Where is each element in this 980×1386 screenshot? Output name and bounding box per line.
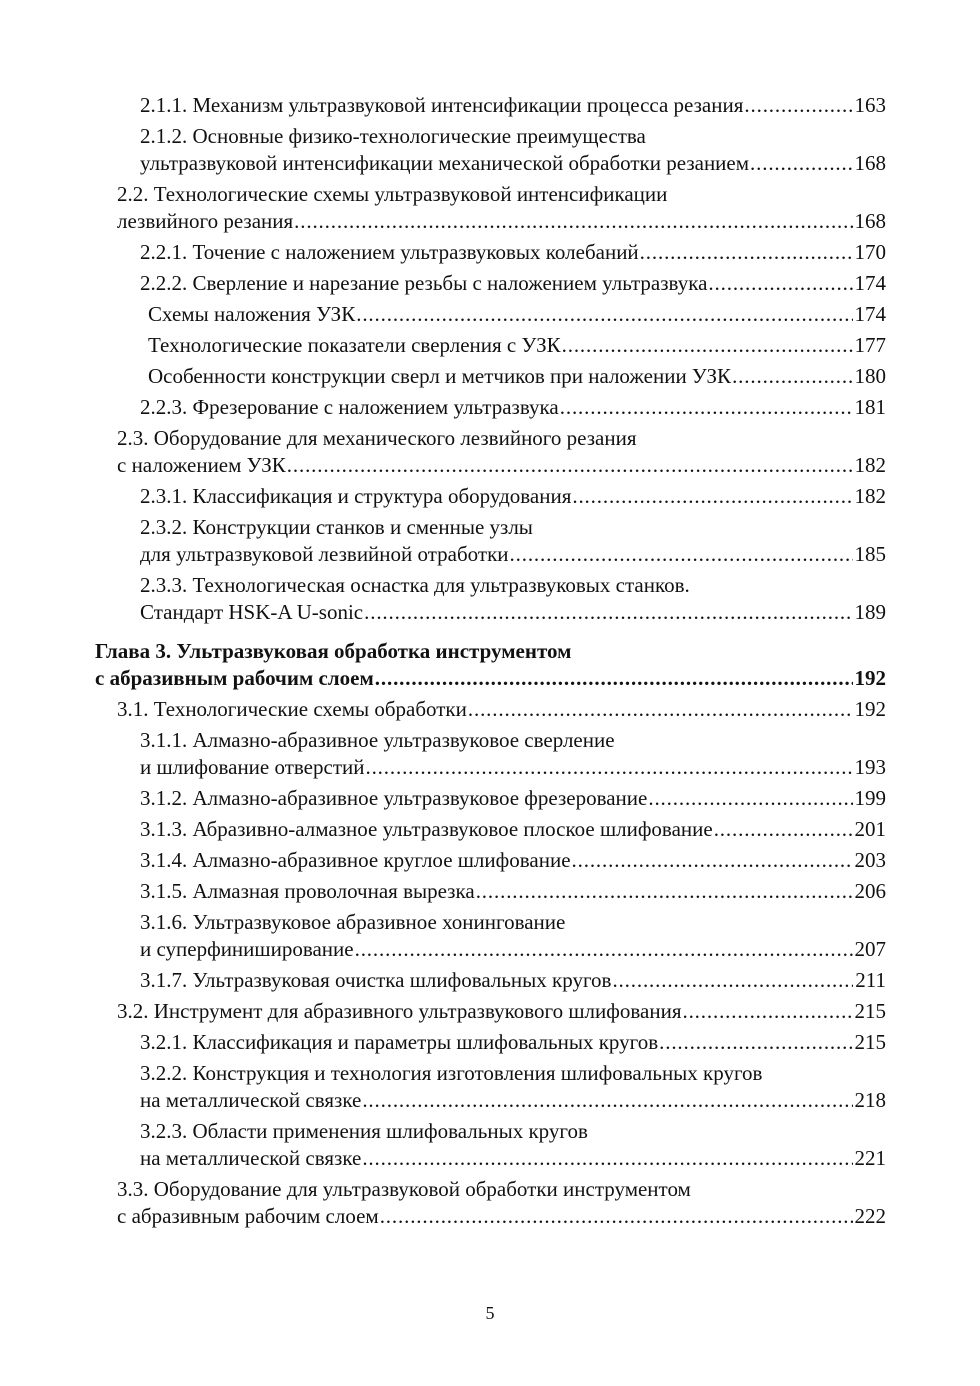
dot-leader <box>364 599 852 626</box>
dot-leader <box>640 239 853 266</box>
toc-entry-title-line: на металлической связке <box>140 1146 362 1170</box>
dot-leader <box>375 665 853 692</box>
toc-entry-title-line: 3.1.4. Алмазно-абразивное круглое шлифование <box>140 848 571 872</box>
dot-leader <box>612 967 853 994</box>
dot-leader <box>572 483 852 510</box>
dot-leader <box>287 452 853 479</box>
toc-entry <box>140 967 886 994</box>
toc-entry <box>140 394 886 421</box>
dot-leader <box>476 878 853 905</box>
toc-entry <box>140 1118 886 1172</box>
toc-entry-page: 222 <box>854 1204 886 1228</box>
toc-entry-title-line: 2.3. Оборудование для механического лезвийного резания <box>117 426 637 450</box>
dot-leader <box>708 270 852 297</box>
toc-entry-page: 192 <box>854 666 886 690</box>
dot-leader <box>732 363 852 390</box>
toc-entry <box>140 785 886 812</box>
toc-entry <box>117 425 886 479</box>
toc-entry-title-line: и суперфиниширование <box>140 937 354 961</box>
toc-entry-title-line: Схемы наложения УЗК <box>148 302 356 326</box>
toc-entry <box>140 239 886 266</box>
toc-entry-title-line: Глава 3. Ультразвуковая обработка инструментом <box>95 639 572 663</box>
toc-entry-title-line: 3.1.1. Алмазно-абразивное ультразвуковое сверление <box>140 728 615 752</box>
dot-leader <box>750 150 852 177</box>
toc-entry-page: 215 <box>854 999 886 1023</box>
toc-entry-title-line: Технологические показатели сверления с УЗК <box>148 333 561 357</box>
toc-entry-page: 181 <box>854 395 886 419</box>
toc-entry-page: 168 <box>854 209 886 233</box>
toc-entry-page: 170 <box>854 240 886 264</box>
toc-entry-title-line: с наложением УЗК <box>117 453 286 477</box>
dot-leader <box>355 936 853 963</box>
toc-entry <box>140 909 886 963</box>
dot-leader <box>356 301 852 328</box>
dot-leader <box>714 816 853 843</box>
toc-entry <box>140 92 886 119</box>
dot-leader <box>560 394 853 421</box>
toc-entry <box>140 483 886 510</box>
toc-entry-page: 211 <box>855 968 886 992</box>
toc-entry-title-line: 2.3.2. Конструкции станков и сменные узлы <box>140 515 533 539</box>
toc-entry-title-line: лезвийного резания <box>117 209 294 233</box>
dot-leader <box>572 847 853 874</box>
toc-entry <box>140 572 886 626</box>
dot-leader <box>294 208 852 235</box>
toc-entry <box>148 332 886 359</box>
dot-leader <box>659 1029 852 1056</box>
toc-entry-page: 215 <box>854 1030 886 1054</box>
dot-leader <box>682 998 852 1025</box>
dot-leader <box>562 332 853 359</box>
toc-entry <box>140 878 886 905</box>
toc-entry-title-line: 2.1.2. Основные физико-технологические преимущества <box>140 124 646 148</box>
toc-entry-page: 177 <box>854 333 886 357</box>
toc-entry <box>140 514 886 568</box>
toc-entry <box>117 998 886 1025</box>
toc-entry-page: 163 <box>854 93 886 117</box>
toc-entry-page: 185 <box>854 542 886 566</box>
toc-entry <box>140 847 886 874</box>
toc-entry-title-line: 3.1.3. Абразивно-алмазное ультразвуковое плоское шлифование <box>140 817 713 841</box>
toc-entry-page: 199 <box>854 786 886 810</box>
toc-entry-title-line: для ультразвуковой лезвийной отработки <box>140 542 509 566</box>
dot-leader <box>380 1203 853 1230</box>
toc-entry-title-line: 3.1. Технологические схемы обработки <box>117 697 467 721</box>
toc-entry-page: 182 <box>854 484 886 508</box>
toc-entry-page: 168 <box>854 151 886 175</box>
dot-leader <box>744 92 852 119</box>
toc-entry-page: 192 <box>854 697 886 721</box>
toc-entry-page: 189 <box>854 600 886 624</box>
toc-entry-title-line: 3.1.7. Ультразвуковая очистка шлифовальных кругов <box>140 968 612 992</box>
toc-entry-title-line: и шлифование отверстий <box>140 755 365 779</box>
toc-entry-title-line: 3.2.3. Области применения шлифовальных кругов <box>140 1119 588 1143</box>
table-of-contents <box>0 92 980 1234</box>
toc-chapter-entry <box>95 638 886 692</box>
toc-entry <box>148 363 886 390</box>
toc-entry-title-line: 3.1.6. Ультразвуковое абразивное хонингование <box>140 910 566 934</box>
dot-leader <box>468 696 853 723</box>
toc-entry-title-line: 3.2. Инструмент для абразивного ультразвукового шлифования <box>117 999 682 1023</box>
toc-entry-page: 221 <box>854 1146 886 1170</box>
toc-entry-title-line: 3.2.2. Конструкция и технология изготовления шлифовальных кругов <box>140 1061 763 1085</box>
toc-entry <box>148 301 886 328</box>
toc-entry <box>140 123 886 177</box>
toc-entry-title-line: с абразивным рабочим слоем <box>95 666 374 690</box>
toc-entry-title-line: на металлической связке <box>140 1088 362 1112</box>
dot-leader <box>365 754 852 781</box>
toc-entry-title-line: 2.2.2. Сверление и нарезание резьбы с наложением ультразвука <box>140 271 708 295</box>
toc-entry-page: 193 <box>854 755 886 779</box>
toc-entry-page: 174 <box>854 302 886 326</box>
dot-leader <box>362 1145 852 1172</box>
toc-entry-title-line: Особенности конструкции сверл и метчиков при наложении УЗК <box>148 364 732 388</box>
toc-entry <box>140 727 886 781</box>
toc-entry-title-line: ультразвуковой интенсификации механической обработки резанием <box>140 151 750 175</box>
toc-entry-page: 203 <box>854 848 886 872</box>
toc-entry <box>117 1176 886 1230</box>
toc-entry <box>117 181 886 235</box>
toc-entry-page: 207 <box>854 937 886 961</box>
toc-entry <box>140 270 886 297</box>
dot-leader <box>362 1087 852 1114</box>
page-number: 5 <box>485 1303 495 1323</box>
toc-entry-title-line: 3.1.2. Алмазно-абразивное ультразвуковое фрезерование <box>140 786 648 810</box>
toc-entry <box>117 696 886 723</box>
toc-entry <box>140 816 886 843</box>
toc-entry-title-line: 2.2.1. Точение с наложением ультразвуковых колебаний <box>140 240 639 264</box>
toc-entry <box>140 1060 886 1114</box>
toc-entry-title-line: Стандарт HSK-A U-sonic <box>140 600 364 624</box>
toc-entry-title-line: 2.2.3. Фрезерование с наложением ультразвука <box>140 395 559 419</box>
toc-entry <box>140 1029 886 1056</box>
toc-entry-title-line: 2.3.1. Классификация и структура оборудования <box>140 484 572 508</box>
toc-entry-page: 218 <box>854 1088 886 1112</box>
toc-entry-page: 206 <box>854 879 886 903</box>
toc-entry-page: 180 <box>854 364 886 388</box>
toc-entry-title-line: 3.3. Оборудование для ультразвуковой обработки инструментом <box>117 1177 691 1201</box>
toc-entry-title-line: 3.2.1. Классификация и параметры шлифовальных кругов <box>140 1030 659 1054</box>
toc-entry-title-line: 3.1.5. Алмазная проволочная вырезка <box>140 879 475 903</box>
toc-entry-title-line: 2.1.1. Механизм ультразвуковой интенсификации процесса резания <box>140 93 744 117</box>
toc-entry-title-line: с абразивным рабочим слоем <box>117 1204 379 1228</box>
toc-entry-title-line: 2.3.3. Технологическая оснастка для ультразвуковых станков. <box>140 573 690 597</box>
toc-entry-title-line: 2.2. Технологические схемы ультразвуковой интенсификации <box>117 182 668 206</box>
dot-leader <box>648 785 852 812</box>
toc-entry-page: 201 <box>854 817 886 841</box>
toc-entry-page: 174 <box>854 271 886 295</box>
toc-entry-page: 182 <box>854 453 886 477</box>
dot-leader <box>510 541 853 568</box>
